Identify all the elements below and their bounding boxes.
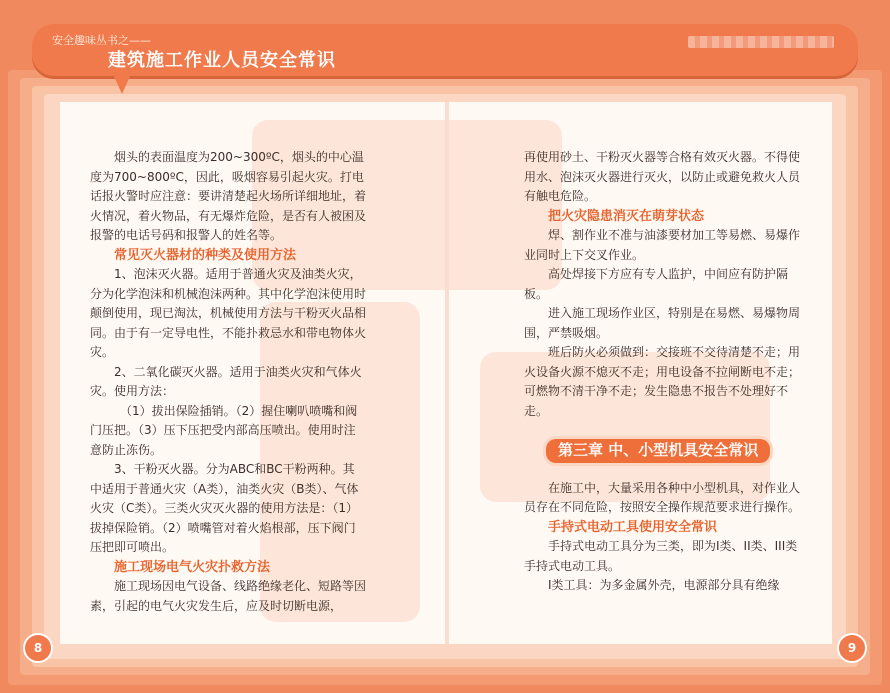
paragraph: （1）拔出保险插销。（2）握住喇叭喷嘴和阀门压把。（3）压下压把受内部高压喷出。使用时注意防止冻伤。 [90, 403, 358, 457]
blurred-text [688, 36, 834, 48]
section-heading: 施工现场电气火灾扑救方法 [114, 559, 271, 575]
paragraph: 焊、割作业不准与油漆要材加工等易燃、易爆作业同时上下交叉作业。 [524, 228, 801, 262]
book-title: 建筑施工作业人员安全常识 [108, 50, 336, 71]
paragraph: 高处焊接下方应有专人监护，中间应有防护隔板。 [524, 267, 789, 301]
paragraph: 班后防火必须做到：交接班不交待清楚不走；用火设备火源不熄灭不走；用电设备不拉闸断电不走；可燃物不清干净不走；发生隐患不报告不处理好不走。 [524, 345, 801, 418]
section-heading: 手持式电动工具使用安全常识 [548, 519, 718, 535]
paragraph: 施工现场因电气设备、线路绝缘老化、短路等因素，引起的电气火灾发生后，应及时切断电源， [90, 579, 367, 613]
left-page-column [90, 148, 366, 616]
paragraph: 1、泡沫灭火器。适用于普通火灾及油类火灾，分为化学泡沫和机械泡沫两种。其中化学泡沫使用时颠倒使用，现已淘汰，机械使用方法与干粉灭火品相同。由于有一定导电性，不能扑救忌水和带电物体火灾。 [90, 267, 367, 359]
paragraph: 手持式电动工具分为三类，即为I类、II类、III类手持式电动工具。 [524, 539, 798, 573]
page-gutter [445, 102, 449, 644]
page-number-left: 8 [23, 633, 53, 663]
paragraph: I类工具：为多金属外壳，电源部分具有绝缘 [548, 578, 780, 592]
header-speech-tail [112, 72, 132, 94]
section-heading: 把火灾隐患消灭在萌芽状态 [548, 208, 705, 224]
paragraph: 烟头的表面温度为200~300ºC，烟头的中心温度为700~800ºC，因此，吸烟容易引起火灾。打电话报火警时应注意：要讲清楚起火场所详细地址，着火情况，着火物品，有无爆炸危险，是否有人被困及报警的电话号码和报警人的姓名等。 [90, 150, 367, 242]
series-label: 安全趣味丛书之—— [52, 34, 151, 47]
paragraph: 进入施工现场作业区，特别是在易燃、易爆物周围，严禁吸烟。 [524, 306, 801, 340]
right-page-column [524, 148, 804, 596]
section-heading: 常见灭火器材的种类及使用方法 [114, 247, 297, 263]
page-number-right: 9 [837, 633, 867, 663]
paragraph: 3、干粉灭火器。分为ABC和BC干粉两种。其中适用于普通火灾（A类），油类火灾（B类）、气体火灾（C类）。三类火灾灭火器的使用方法是：（1）拔掉保险销。（2）喷嘴管对着火焰根部，压下阀门压把即可喷出。 [90, 462, 359, 554]
paragraph: 2、二氧化碳灭火器。适用于油类火灾和气体火灾。使用方法： [90, 364, 362, 398]
paragraph: 在施工中，大量采用各种中小型机具，对作业人员存在不同危险，按照安全操作规范要求进行操作。 [524, 480, 801, 514]
chapter-heading: 第三章 中、小型机具安全常识 [546, 439, 770, 463]
paragraph: 再使用砂土、干粉灭火器等合格有效灭火器。不得使用水、泡沫灭火器进行灭火，以防止或避免救火人员有触电危险。 [524, 150, 801, 203]
